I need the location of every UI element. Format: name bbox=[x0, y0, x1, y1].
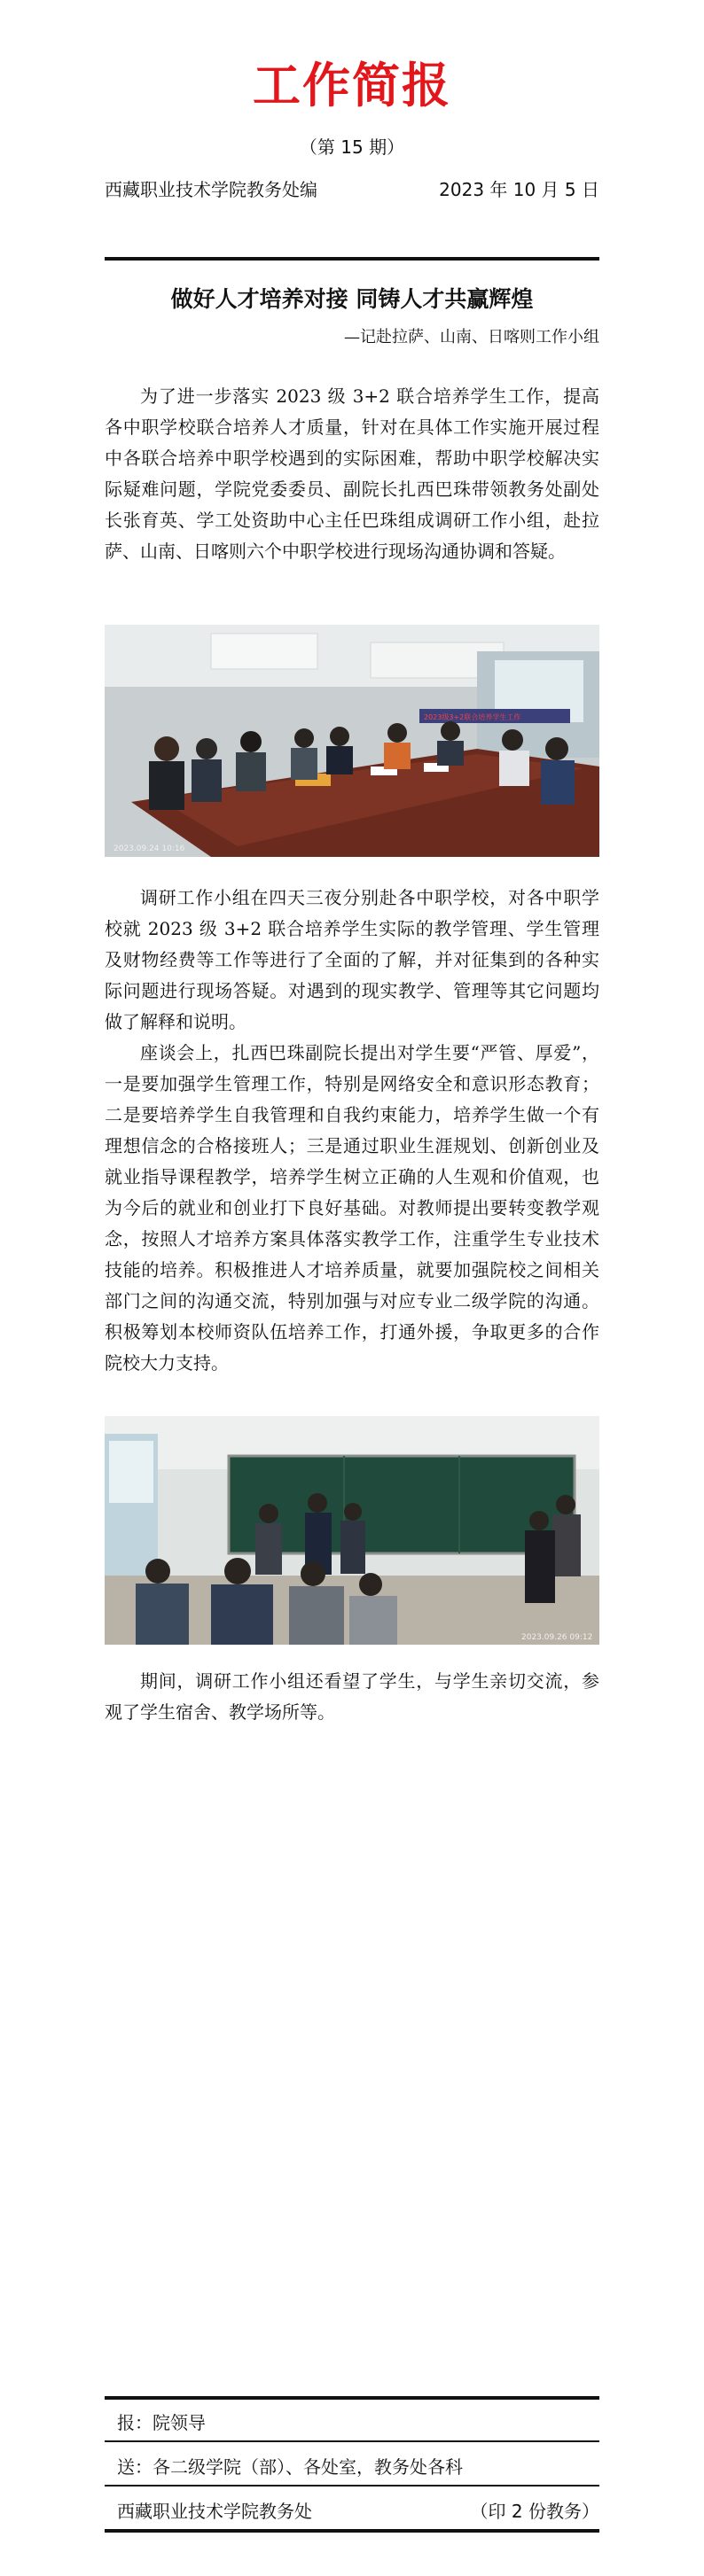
header-divider bbox=[105, 257, 599, 261]
photo2-timestamp: 2023.09.26 09:12 bbox=[521, 1633, 593, 1642]
department-name: 西藏职业技术学院教务处编 bbox=[105, 179, 317, 200]
meeting-photo bbox=[105, 625, 599, 857]
footer-divider-top bbox=[105, 2396, 599, 2400]
copies-count: （印 2 份教务） bbox=[470, 2501, 599, 2522]
article-headline: 做好人才培养对接 同铸人才共赢辉煌 bbox=[170, 286, 534, 312]
paragraph-intro: 为了进一步落实 2023 级 3+2 联合培养学生工作，提高各中职学校联合培养人才质量，针对在具体工作实施开展过程中各联合培养中职学校遇到的实际困难，帮助中职学校解决实际疑难问题，学院党委委员、副院长扎西巴珠带领教务处副处长张育英、学工处资助中心主任巴珠组成调研工作小组，赴拉萨、山南、日喀则六个中职学校进行现场沟通协调和答疑。 bbox=[105, 385, 599, 562]
footer-divider-1 bbox=[105, 2440, 599, 2442]
issuer: 西藏职业技术学院教务处 bbox=[117, 2501, 312, 2522]
publish-date: 2023 年 10 月 5 日 bbox=[439, 179, 599, 200]
meeting-photo-illustration bbox=[105, 625, 599, 857]
paragraph-meeting: 座谈会上，扎西巴珠副院长提出对学生要“严管、厚爱”，一是要加强学生管理工作，特别是网络安全和意识形态教育；二是要培养学生自我管理和自我约束能力，培养学生做一个有理想信念的合格接班人；三是通过职业生涯规划、创新创业及就业指导课程教学，培养学生树立正确的人生观和价值观，也为今后的就业和创业打下良好基础。对教师提出要转变教学观念，按照人才培养方案具体落实教学工作，注重学生专业技术技能的培养。积极推进人才培养质量，就要加强院校之间相关部门之间的沟通交流，特别加强与对应专业二级学院的沟通。积极筹划本校师资队伍培养工作，打通外援，争取更多的合作院校大力支持。 bbox=[105, 1042, 599, 1374]
paragraph-survey: 调研工作小组在四天三夜分别赴各中职学校，对各中职学校就 2023 级 3+2 联合培养学生实际的教学管理、学生管理及财物经费等工作等进行了全面的了解，并对征集到的各种实际问题进行现场答疑。对遇到的现实教学、管理等其它问题均做了解释和说明。 bbox=[105, 887, 599, 1032]
classroom-photo-illustration bbox=[105, 1416, 599, 1645]
article-subheadline: —记赴拉萨、山南、日喀则工作小组 bbox=[344, 328, 599, 346]
send-to: 送：各二级学院（部）、各处室，教务处各科 bbox=[117, 2456, 463, 2478]
paragraph-visit: 期间，调研工作小组还看望了学生，与学生亲切交流，参观了学生宿舍、教学场所等。 bbox=[105, 1670, 599, 1723]
photo1-timestamp: 2023.09.24 10:16 bbox=[113, 844, 185, 853]
classroom-photo bbox=[105, 1416, 599, 1645]
footer-divider-2 bbox=[105, 2485, 599, 2487]
issue-number: （第 15 期） bbox=[299, 136, 405, 158]
svg-text:2023级3+2联合培养学生工作: 2023级3+2联合培养学生工作 bbox=[424, 713, 521, 721]
footer-divider-bottom bbox=[105, 2529, 599, 2533]
bulletin-title: 工作简报 bbox=[253, 58, 451, 113]
report-to: 报：院领导 bbox=[117, 2412, 206, 2433]
